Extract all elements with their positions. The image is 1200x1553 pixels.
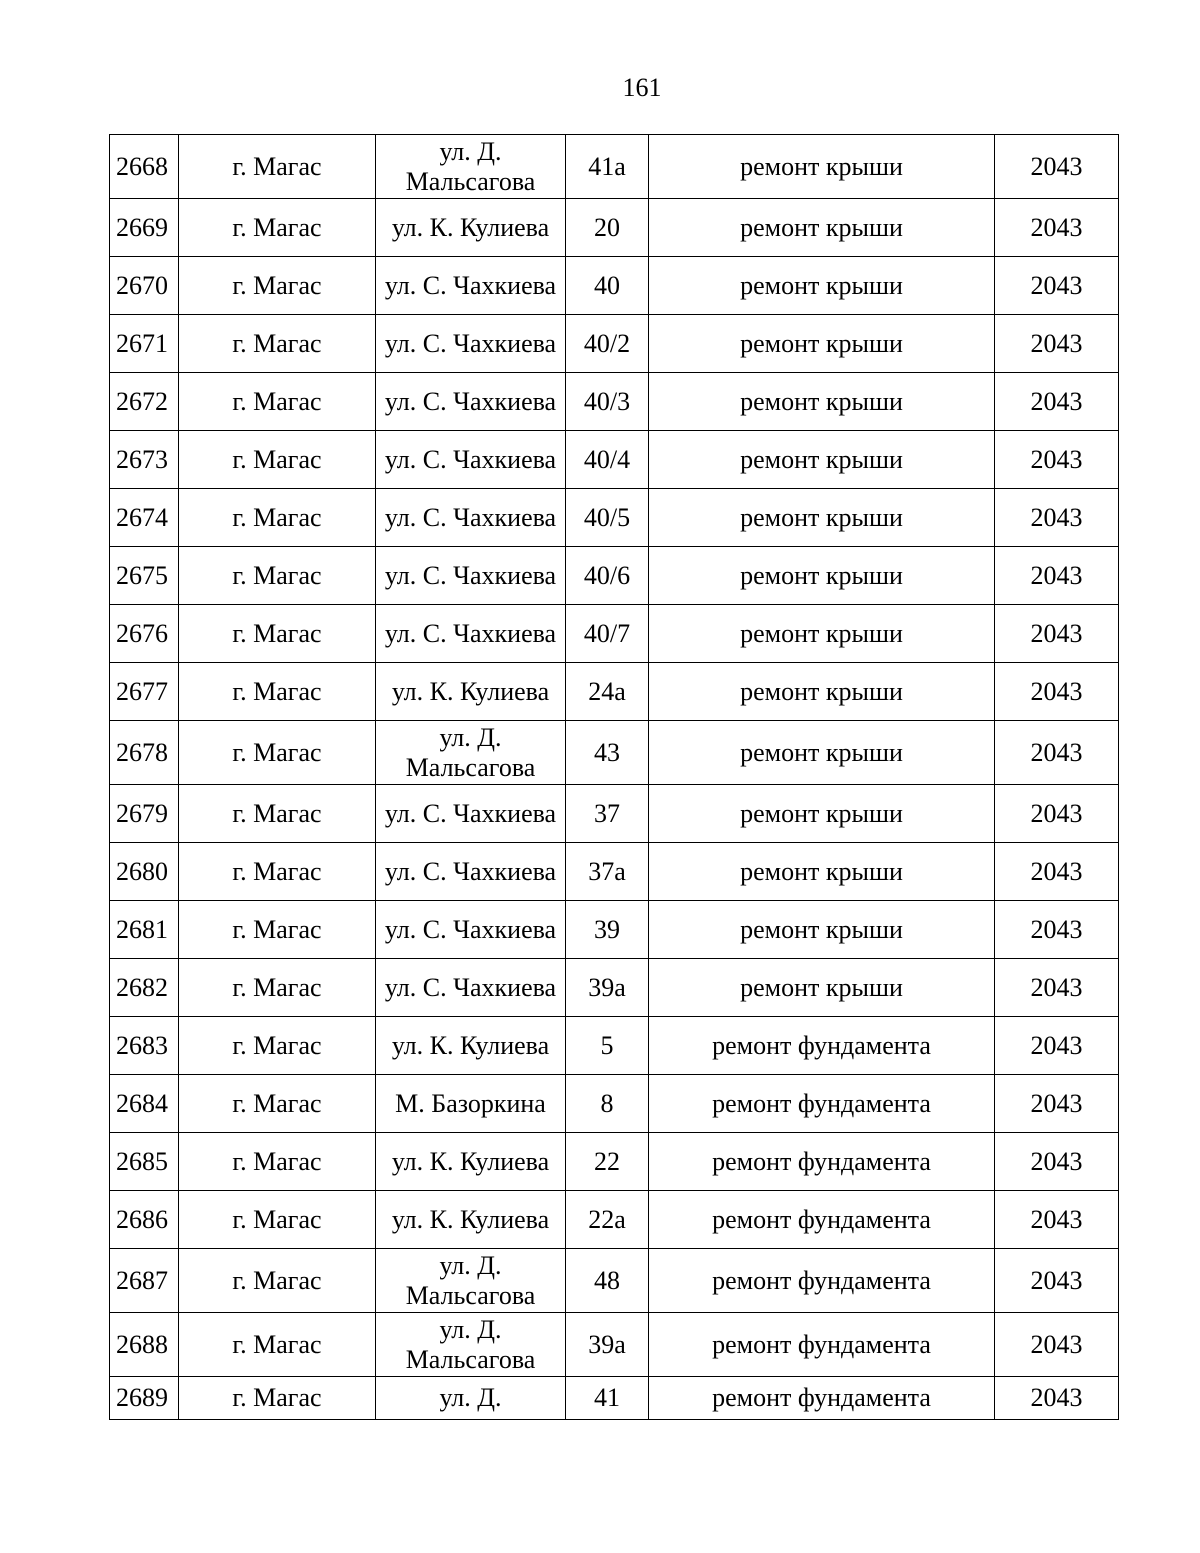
house-number-cell: 40/6 <box>566 547 649 605</box>
house-number-cell: 37 <box>566 785 649 843</box>
city-cell: г. Магас <box>179 431 376 489</box>
year-cell: 2043 <box>995 257 1119 315</box>
work-type-cell: ремонт фундамента <box>649 1191 995 1249</box>
work-type-cell: ремонт крыши <box>649 257 995 315</box>
row-number-cell: 2668 <box>110 135 179 199</box>
table-row <box>110 373 1119 431</box>
table-row <box>110 1133 1119 1191</box>
house-number-cell: 37а <box>566 843 649 901</box>
table-row <box>110 1075 1119 1133</box>
street-cell: ул. С. Чахкиева <box>376 547 566 605</box>
table-body <box>110 135 1119 1420</box>
table-row <box>110 901 1119 959</box>
street-cell: ул. С. Чахкиева <box>376 373 566 431</box>
year-cell: 2043 <box>995 373 1119 431</box>
house-number-cell: 40 <box>566 257 649 315</box>
city-cell: г. Магас <box>179 843 376 901</box>
house-number-cell: 24а <box>566 663 649 721</box>
work-type-cell: ремонт крыши <box>649 901 995 959</box>
house-number-cell: 40/2 <box>566 315 649 373</box>
street-cell: ул. С. Чахкиева <box>376 959 566 1017</box>
city-cell: г. Магас <box>179 721 376 785</box>
street-cell: ул. Д. Мальсагова <box>376 1249 566 1313</box>
work-type-cell: ремонт фундамента <box>649 1017 995 1075</box>
street-cell: ул. С. Чахкиева <box>376 257 566 315</box>
city-cell: г. Магас <box>179 1133 376 1191</box>
street-cell: ул. К. Кулиева <box>376 1191 566 1249</box>
table-row <box>110 257 1119 315</box>
work-type-cell: ремонт крыши <box>649 721 995 785</box>
year-cell: 2043 <box>995 431 1119 489</box>
street-cell: ул. С. Чахкиева <box>376 315 566 373</box>
work-type-cell: ремонт крыши <box>649 199 995 257</box>
year-cell: 2043 <box>995 785 1119 843</box>
work-type-cell: ремонт фундамента <box>649 1249 995 1313</box>
table-row <box>110 547 1119 605</box>
row-number-cell: 2673 <box>110 431 179 489</box>
house-number-cell: 8 <box>566 1075 649 1133</box>
city-cell: г. Магас <box>179 373 376 431</box>
work-type-cell: ремонт крыши <box>649 431 995 489</box>
row-number-cell: 2672 <box>110 373 179 431</box>
work-type-cell: ремонт крыши <box>649 489 995 547</box>
table-row <box>110 785 1119 843</box>
street-cell: ул. К. Кулиева <box>376 199 566 257</box>
work-type-cell: ремонт крыши <box>649 663 995 721</box>
work-type-cell: ремонт фундамента <box>649 1133 995 1191</box>
table-row <box>110 843 1119 901</box>
house-number-cell: 22а <box>566 1191 649 1249</box>
street-cell: ул. С. Чахкиева <box>376 843 566 901</box>
row-number-cell: 2688 <box>110 1313 179 1377</box>
year-cell: 2043 <box>995 721 1119 785</box>
house-number-cell: 40/7 <box>566 605 649 663</box>
table-row <box>110 315 1119 373</box>
house-number-cell: 40/4 <box>566 431 649 489</box>
street-cell: ул. С. Чахкиева <box>376 901 566 959</box>
year-cell: 2043 <box>995 315 1119 373</box>
row-number-cell: 2676 <box>110 605 179 663</box>
repair-schedule-table <box>109 134 1119 1420</box>
row-number-cell: 2686 <box>110 1191 179 1249</box>
table-row <box>110 135 1119 199</box>
city-cell: г. Магас <box>179 605 376 663</box>
row-number-cell: 2677 <box>110 663 179 721</box>
row-number-cell: 2680 <box>110 843 179 901</box>
city-cell: г. Магас <box>179 1377 376 1420</box>
table-row <box>110 1191 1119 1249</box>
year-cell: 2043 <box>995 1377 1119 1420</box>
work-type-cell: ремонт фундамента <box>649 1377 995 1420</box>
city-cell: г. Магас <box>179 315 376 373</box>
house-number-cell: 41 <box>566 1377 649 1420</box>
row-number-cell: 2681 <box>110 901 179 959</box>
work-type-cell: ремонт крыши <box>649 959 995 1017</box>
year-cell: 2043 <box>995 1133 1119 1191</box>
street-cell: ул. К. Кулиева <box>376 1017 566 1075</box>
work-type-cell: ремонт фундамента <box>649 1075 995 1133</box>
city-cell: г. Магас <box>179 135 376 199</box>
city-cell: г. Магас <box>179 199 376 257</box>
year-cell: 2043 <box>995 605 1119 663</box>
year-cell: 2043 <box>995 1191 1119 1249</box>
city-cell: г. Магас <box>179 489 376 547</box>
year-cell: 2043 <box>995 1313 1119 1377</box>
table-row <box>110 489 1119 547</box>
city-cell: г. Магас <box>179 959 376 1017</box>
year-cell: 2043 <box>995 199 1119 257</box>
street-cell: ул. Д. Мальсагова <box>376 721 566 785</box>
year-cell: 2043 <box>995 135 1119 199</box>
work-type-cell: ремонт крыши <box>649 843 995 901</box>
street-cell: ул. С. Чахкиева <box>376 489 566 547</box>
house-number-cell: 5 <box>566 1017 649 1075</box>
work-type-cell: ремонт крыши <box>649 373 995 431</box>
work-type-cell: ремонт крыши <box>649 547 995 605</box>
work-type-cell: ремонт крыши <box>649 605 995 663</box>
house-number-cell: 48 <box>566 1249 649 1313</box>
table-row <box>110 605 1119 663</box>
row-number-cell: 2669 <box>110 199 179 257</box>
row-number-cell: 2685 <box>110 1133 179 1191</box>
city-cell: г. Магас <box>179 1313 376 1377</box>
work-type-cell: ремонт фундамента <box>649 1313 995 1377</box>
year-cell: 2043 <box>995 1017 1119 1075</box>
table-row <box>110 1313 1119 1377</box>
year-cell: 2043 <box>995 489 1119 547</box>
table-row <box>110 959 1119 1017</box>
house-number-cell: 20 <box>566 199 649 257</box>
row-number-cell: 2671 <box>110 315 179 373</box>
row-number-cell: 2675 <box>110 547 179 605</box>
row-number-cell: 2670 <box>110 257 179 315</box>
city-cell: г. Магас <box>179 1191 376 1249</box>
city-cell: г. Магас <box>179 257 376 315</box>
street-cell: ул. С. Чахкиева <box>376 785 566 843</box>
year-cell: 2043 <box>995 959 1119 1017</box>
row-number-cell: 2687 <box>110 1249 179 1313</box>
house-number-cell: 39а <box>566 1313 649 1377</box>
city-cell: г. Магас <box>179 547 376 605</box>
work-type-cell: ремонт крыши <box>649 315 995 373</box>
table-row <box>110 1377 1119 1420</box>
year-cell: 2043 <box>995 1249 1119 1313</box>
house-number-cell: 22 <box>566 1133 649 1191</box>
house-number-cell: 40/3 <box>566 373 649 431</box>
city-cell: г. Магас <box>179 785 376 843</box>
house-number-cell: 39а <box>566 959 649 1017</box>
city-cell: г. Магас <box>179 901 376 959</box>
city-cell: г. Магас <box>179 663 376 721</box>
table-row <box>110 199 1119 257</box>
year-cell: 2043 <box>995 663 1119 721</box>
table-row <box>110 663 1119 721</box>
city-cell: г. Магас <box>179 1249 376 1313</box>
page-number: 161 <box>622 73 662 102</box>
house-number-cell: 39 <box>566 901 649 959</box>
city-cell: г. Магас <box>179 1017 376 1075</box>
year-cell: 2043 <box>995 547 1119 605</box>
table-row <box>110 1017 1119 1075</box>
row-number-cell: 2684 <box>110 1075 179 1133</box>
table-row <box>110 431 1119 489</box>
street-cell: ул. Д. Мальсагова <box>376 135 566 199</box>
row-number-cell: 2674 <box>110 489 179 547</box>
table-row <box>110 1249 1119 1313</box>
street-cell: ул. С. Чахкиева <box>376 605 566 663</box>
work-type-cell: ремонт крыши <box>649 785 995 843</box>
house-number-cell: 41а <box>566 135 649 199</box>
row-number-cell: 2683 <box>110 1017 179 1075</box>
house-number-cell: 43 <box>566 721 649 785</box>
house-number-cell: 40/5 <box>566 489 649 547</box>
table-row <box>110 721 1119 785</box>
row-number-cell: 2678 <box>110 721 179 785</box>
street-cell: ул. К. Кулиева <box>376 1133 566 1191</box>
year-cell: 2043 <box>995 1075 1119 1133</box>
row-number-cell: 2689 <box>110 1377 179 1420</box>
row-number-cell: 2682 <box>110 959 179 1017</box>
street-cell: ул. Д. <box>376 1377 566 1420</box>
street-cell: ул. С. Чахкиева <box>376 431 566 489</box>
street-cell: М. Базоркина <box>376 1075 566 1133</box>
city-cell: г. Магас <box>179 1075 376 1133</box>
street-cell: ул. Д. Мальсагова <box>376 1313 566 1377</box>
street-cell: ул. К. Кулиева <box>376 663 566 721</box>
year-cell: 2043 <box>995 901 1119 959</box>
work-type-cell: ремонт крыши <box>649 135 995 199</box>
year-cell: 2043 <box>995 843 1119 901</box>
row-number-cell: 2679 <box>110 785 179 843</box>
